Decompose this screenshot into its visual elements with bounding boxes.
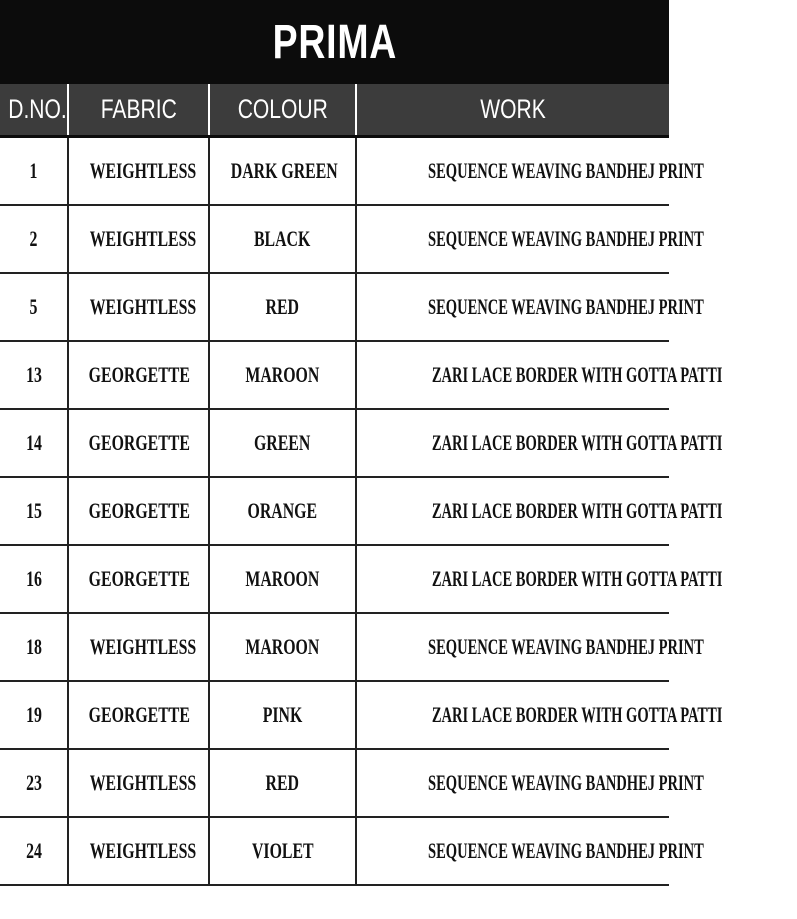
cell-fabric [68,749,209,817]
column-header-colour [209,84,356,137]
cell-dno [0,205,68,273]
table-row [0,681,669,749]
cell-work [356,681,723,749]
cell-fabric [68,613,209,681]
cell-work-text: SEQUENCE WEAVING BANDHEJ PRINT [428,634,704,659]
cell-colour-text: VIOLET [251,838,314,863]
cell-fabric-text: WEIGHTLESS [89,634,197,659]
cell-colour [209,613,356,681]
cell-dno [0,613,68,681]
cell-fabric-text: GEORGETTE [88,362,190,387]
column-header-work [356,84,669,137]
cell-colour-text: DARK GREEN [230,158,338,183]
table-row [0,273,669,341]
cell-dno-text: 23 [25,770,42,795]
cell-colour [209,341,356,409]
cell-colour [209,273,356,341]
cell-dno-text: 5 [29,294,38,319]
cell-fabric [68,273,209,341]
cell-dno [0,137,68,206]
cell-work-text: ZARI LACE BORDER WITH GOTTA PATTI [431,430,723,455]
cell-work [356,137,704,206]
cell-work-text: ZARI LACE BORDER WITH GOTTA PATTI [431,566,723,591]
cell-work [356,477,723,545]
cell-work [356,545,723,613]
cell-dno [0,273,68,341]
cell-work-text: ZARI LACE BORDER WITH GOTTA PATTI [431,362,723,387]
cell-work-text: ZARI LACE BORDER WITH GOTTA PATTI [431,498,723,523]
cell-work-text: SEQUENCE WEAVING BANDHEJ PRINT [428,294,704,319]
cell-dno-text: 2 [29,226,38,251]
cell-dno-text: 14 [25,430,42,455]
cell-dno [0,477,68,545]
cell-dno-text: 13 [25,362,42,387]
table-row [0,341,669,409]
cell-colour-text: RED [265,294,300,319]
cell-fabric-text: GEORGETTE [88,566,190,591]
cell-colour-text: MAROON [245,634,320,659]
column-header-fabric [68,84,209,137]
cell-dno-text: 18 [25,634,42,659]
table-row [0,409,669,477]
cell-dno-text: 1 [29,158,38,183]
cell-fabric [68,409,209,477]
cell-fabric [68,341,209,409]
cell-dno [0,681,68,749]
cell-fabric [68,205,209,273]
cell-fabric [68,137,209,206]
cell-work-text: SEQUENCE WEAVING BANDHEJ PRINT [428,770,704,795]
cell-colour-text: MAROON [245,362,320,387]
cell-work-text: ZARI LACE BORDER WITH GOTTA PATTI [431,702,723,727]
cell-fabric-text: WEIGHTLESS [89,294,197,319]
cell-dno-text: 19 [25,702,42,727]
cell-colour-text: RED [265,770,300,795]
column-header-colour-label: COLOUR [237,94,328,124]
column-header-fabric-label: FABRIC [100,94,177,124]
cell-work-text: SEQUENCE WEAVING BANDHEJ PRINT [428,226,704,251]
cell-colour [209,137,356,206]
cell-work [356,341,723,409]
cell-work [356,273,704,341]
cell-fabric-text: GEORGETTE [88,702,190,727]
cell-fabric [68,681,209,749]
table-row [0,205,669,273]
column-header-dno [0,84,68,137]
cell-fabric-text: WEIGHTLESS [89,158,197,183]
cell-fabric-text: GEORGETTE [88,430,190,455]
cell-colour-text: ORANGE [247,498,318,523]
column-header-work-label: WORK [480,94,546,124]
cell-work [356,409,723,477]
title-bar [0,0,669,84]
cell-fabric [68,477,209,545]
table-row [0,817,669,885]
cell-dno-text: 16 [25,566,42,591]
cell-work [356,613,704,681]
cell-fabric [68,545,209,613]
cell-fabric [68,817,209,885]
cell-work [356,205,704,273]
page-title: PRIMA [272,15,397,69]
cell-dno-text: 24 [25,838,42,863]
table-header-row [0,84,669,137]
column-header-dno-label: D.NO. [8,94,67,124]
table-row [0,749,669,817]
cell-colour [209,205,356,273]
cell-colour [209,817,356,885]
cell-work-text: SEQUENCE WEAVING BANDHEJ PRINT [428,838,704,863]
cell-fabric-text: WEIGHTLESS [89,226,197,251]
cell-dno-text: 15 [25,498,42,523]
cell-dno [0,749,68,817]
design-table [0,84,723,886]
cell-work [356,817,704,885]
cell-colour [209,477,356,545]
cell-fabric-text: WEIGHTLESS [89,838,197,863]
cell-colour [209,545,356,613]
cell-colour-text: PINK [262,702,303,727]
cell-colour [209,409,356,477]
table-row [0,477,669,545]
cell-dno [0,341,68,409]
cell-work [356,749,704,817]
cell-colour-text: GREEN [254,430,311,455]
cell-dno [0,545,68,613]
cell-work-text: SEQUENCE WEAVING BANDHEJ PRINT [428,158,704,183]
table-row [0,137,669,206]
cell-dno [0,817,68,885]
cell-fabric-text: GEORGETTE [88,498,190,523]
cell-dno [0,409,68,477]
cell-colour [209,749,356,817]
cell-colour-text: BLACK [254,226,311,251]
table-row [0,613,669,681]
cell-fabric-text: WEIGHTLESS [89,770,197,795]
cell-colour-text: MAROON [245,566,320,591]
cell-colour [209,681,356,749]
table-row [0,545,669,613]
